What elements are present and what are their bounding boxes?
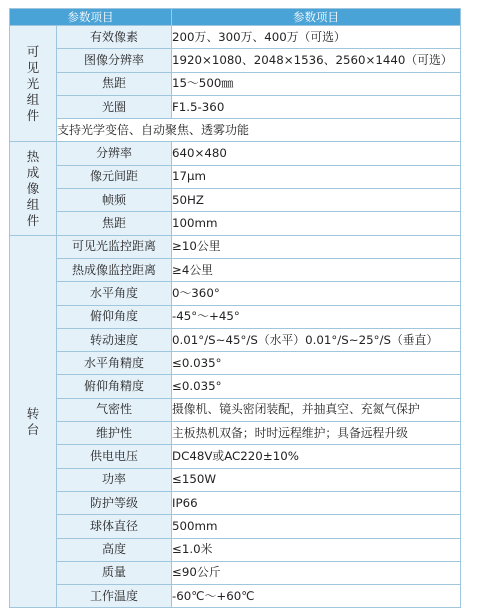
table-row [10, 328, 461, 351]
param-name-cell: 图像分辨率 [57, 49, 172, 72]
table-row [10, 561, 461, 584]
param-name-cell: 俯仰角度 [57, 305, 172, 328]
param-value-cell: 640×480 [172, 142, 461, 165]
header-param-value: 参数项目 [172, 9, 461, 26]
table-row [10, 49, 461, 72]
section-group-text: 转台 [26, 405, 40, 437]
param-name-cell: 焦距 [57, 212, 172, 235]
param-value-cell: ≤0.035° [172, 375, 461, 398]
param-name-cell: 气密性 [57, 398, 172, 421]
table-row [10, 538, 461, 561]
param-value-cell: -60℃～+60℃ [172, 585, 461, 608]
table-row [10, 305, 461, 328]
table-row [10, 398, 461, 421]
param-name-cell: 球体直径 [57, 515, 172, 538]
param-value-cell: ≤1.0米 [172, 538, 461, 561]
param-value-cell: DC48V或AC220±10% [172, 445, 461, 468]
section-group-label [10, 142, 57, 235]
table-row [10, 72, 461, 95]
param-name-cell: 供电电压 [57, 445, 172, 468]
table-row [10, 491, 461, 514]
param-value-cell: 主板热机双备；时时远程维护；具备远程升级 [172, 422, 461, 445]
param-name-cell: 维护性 [57, 422, 172, 445]
param-value-cell: 17μm [172, 165, 461, 188]
param-value-cell: 摄像机、镜头密闭装配，并抽真空、充氮气保护 [172, 398, 461, 421]
param-value-cell: 500mm [172, 515, 461, 538]
table-header-row [10, 9, 461, 26]
param-name-cell: 高度 [57, 538, 172, 561]
table-row [10, 258, 461, 281]
param-name-cell: 质量 [57, 561, 172, 584]
param-name-cell: 水平角精度 [57, 352, 172, 375]
spec-table [9, 8, 461, 608]
param-name-cell: 帧频 [57, 189, 172, 212]
param-value-cell: IP66 [172, 491, 461, 514]
table-row [10, 26, 461, 49]
table-row [10, 445, 461, 468]
table-row [10, 235, 461, 258]
table-row [10, 375, 461, 398]
param-name-cell: 转动速度 [57, 328, 172, 351]
param-value-cell: -45°～+45° [172, 305, 461, 328]
param-name-cell: 工作温度 [57, 585, 172, 608]
section-note-cell: 支持光学变倍、自动聚焦、透雾功能 [57, 119, 461, 142]
section-group-text: 可见光组件 [26, 43, 40, 123]
param-value-cell: ≤90公斤 [172, 561, 461, 584]
table-row [10, 282, 461, 305]
table-row [10, 515, 461, 538]
table-row [10, 422, 461, 445]
section-group-label [10, 235, 57, 608]
param-name-cell: 俯仰角精度 [57, 375, 172, 398]
param-value-cell: ≤150W [172, 468, 461, 491]
table-row [10, 165, 461, 188]
param-name-cell: 分辨率 [57, 142, 172, 165]
table-row [10, 95, 461, 118]
table-row [10, 212, 461, 235]
param-value-cell: 15～500㎜ [172, 72, 461, 95]
param-value-cell: ≤0.035° [172, 352, 461, 375]
param-name-cell: 防护等级 [57, 491, 172, 514]
header-param-name: 参数项目 [10, 9, 172, 26]
param-value-cell: 200万、300万、400万（可选） [172, 26, 461, 49]
section-group-text: 热成像组件 [26, 148, 40, 228]
table-row [10, 142, 461, 165]
param-name-cell: 热成像监控距离 [57, 258, 172, 281]
param-name-cell: 焦距 [57, 72, 172, 95]
param-name-cell: 功率 [57, 468, 172, 491]
param-name-cell: 可见光监控距离 [57, 235, 172, 258]
param-value-cell: 1920×1080、2048×1536、2560×1440（可选） [172, 49, 461, 72]
table-row [10, 352, 461, 375]
param-value-cell: ≥4公里 [172, 258, 461, 281]
param-value-cell: 100mm [172, 212, 461, 235]
table-row [10, 585, 461, 608]
param-name-cell: 水平角度 [57, 282, 172, 305]
param-value-cell: ≥10公里 [172, 235, 461, 258]
section-group-label [10, 26, 57, 142]
table-row [10, 189, 461, 212]
param-value-cell: 50HZ [172, 189, 461, 212]
param-name-cell: 光圈 [57, 95, 172, 118]
param-value-cell: 0～360° [172, 282, 461, 305]
param-value-cell: F1.5-360 [172, 95, 461, 118]
table-row [10, 119, 461, 142]
spec-table-body [10, 26, 461, 608]
table-row [10, 468, 461, 491]
param-name-cell: 有效像素 [57, 26, 172, 49]
param-value-cell: 0.01°/S~45°/S（水平）0.01°/S~25°/S（垂直） [172, 328, 461, 351]
param-name-cell: 像元间距 [57, 165, 172, 188]
